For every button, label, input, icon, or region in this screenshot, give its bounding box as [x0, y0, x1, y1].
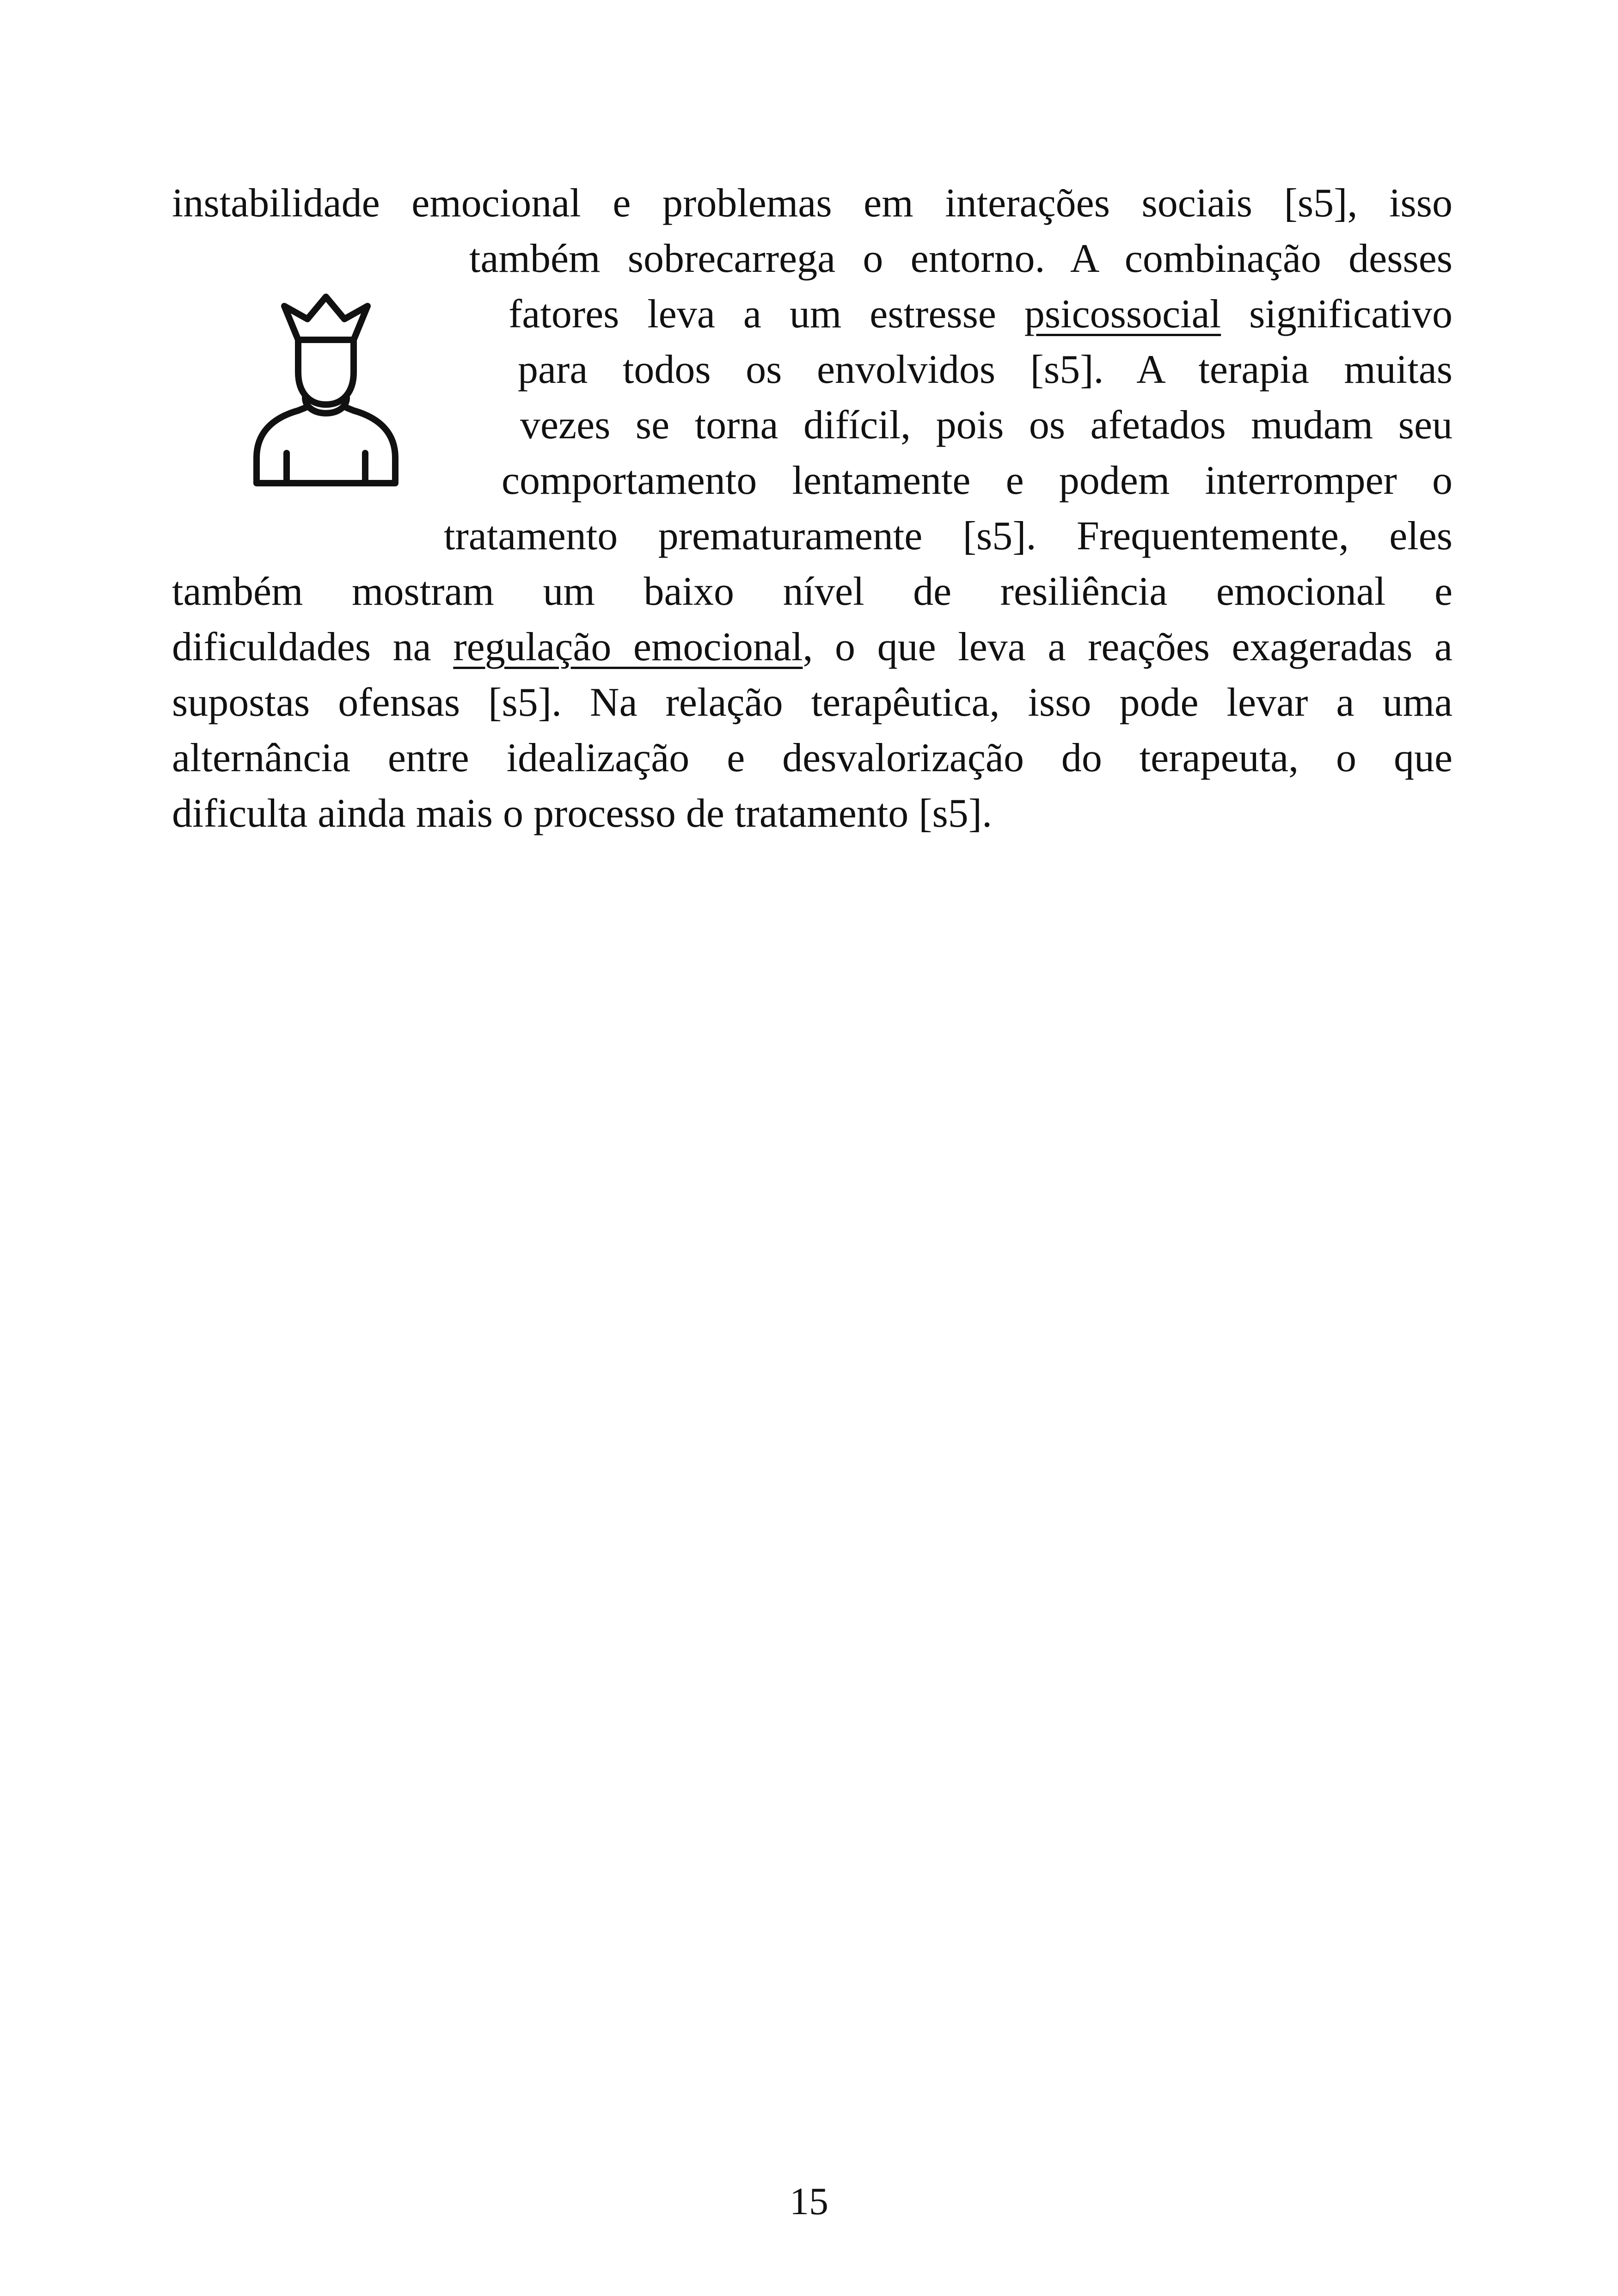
underlined-term-psicossocial: psicossocial	[1024, 292, 1221, 337]
text-line-9	[172, 627, 1453, 668]
text-line-10: supostas ofensas [s5]. Na relação terapêutica, isso pode levar a uma	[172, 680, 1453, 725]
text-line-1: instabilidade emocional e problemas em interações sociais [s5], isso	[172, 181, 1453, 226]
text-segment: fatores leva a um estresse	[509, 292, 1024, 337]
text-line-3	[509, 294, 1453, 335]
text-line-11: alternância entre idealização e desvalorização do terapeuta, o que	[172, 736, 1453, 780]
text-line-2: também sobrecarrega o entorno. A combinação desses	[469, 236, 1453, 281]
crowned-person-icon	[250, 287, 402, 490]
text-line-12: dificulta ainda mais o processo de tratamento [s5].	[172, 791, 993, 836]
text-line-7: tratamento prematuramente [s5]. Frequentemente, eles	[444, 514, 1453, 559]
text-segment: , o que leva a reações exageradas a	[803, 625, 1453, 669]
text-line-5: vezes se torna difícil, pois os afetados mudam seu	[520, 403, 1453, 448]
text-segment: dificuldades na	[172, 625, 454, 669]
underlined-term-regulacao-emocional: regulação emocional	[453, 625, 803, 669]
text-line-6: comportamento lentamente e podem interromper o	[502, 458, 1453, 503]
page-number: 15	[790, 2180, 828, 2223]
text-line-4: para todos os envolvidos [s5]. A terapia muitas	[518, 347, 1453, 392]
text-segment: significativo	[1221, 292, 1453, 337]
text-line-8: também mostram um baixo nível de resiliência emocional e	[172, 569, 1453, 614]
